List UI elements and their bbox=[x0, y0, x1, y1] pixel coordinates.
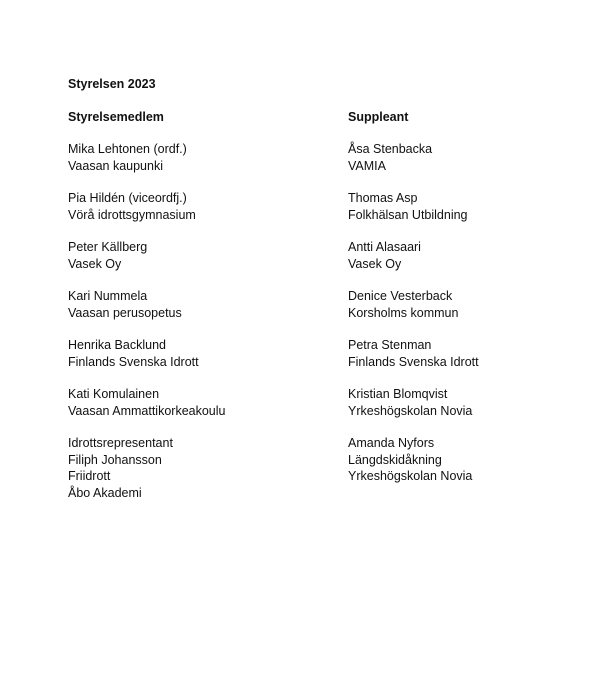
deputies-column bbox=[348, 109, 568, 517]
board-member-entry-line: Vaasan perusopetus bbox=[68, 305, 182, 320]
deputies-list bbox=[348, 141, 568, 485]
deputy-entry-line: Längdskidåkning bbox=[348, 452, 442, 467]
board-member-entry-line: Pia Hildén (viceordfj.) bbox=[68, 191, 187, 205]
board-member-entry bbox=[68, 141, 348, 174]
board-members-list bbox=[68, 141, 348, 501]
board-member-entry bbox=[68, 239, 348, 272]
deputy-entry-line: Yrkeshögskolan Novia bbox=[348, 469, 473, 483]
board-member-entry bbox=[68, 190, 348, 223]
deputy-entry bbox=[348, 337, 568, 370]
board-member-entry-line: Vörå idrottsgymnasium bbox=[68, 207, 196, 222]
deputy-entry-line: Finlands Svenska Idrott bbox=[348, 354, 479, 369]
deputy-entry-line: Amanda Nyfors bbox=[348, 436, 435, 450]
deputy-entry-line: Petra Stenman bbox=[348, 338, 432, 352]
deputy-entry-line: Folkhälsan Utbildning bbox=[348, 207, 468, 222]
board-member-entry-line: Vasek Oy bbox=[68, 256, 122, 271]
page-title: Styrelsen 2023 bbox=[68, 77, 156, 91]
board-member-entry-line: Vaasan kaupunki bbox=[68, 158, 163, 173]
deputy-entry bbox=[348, 386, 568, 419]
board-member-entry-line: Henrika Backlund bbox=[68, 338, 166, 352]
board-member-entry-line: Peter Källberg bbox=[68, 240, 148, 254]
board-members-column bbox=[68, 109, 348, 517]
board-member-entry-line: Kari Nummela bbox=[68, 289, 148, 303]
board-members-header: Styrelsemedlem bbox=[68, 110, 164, 124]
deputy-entry bbox=[348, 190, 568, 223]
deputies-header: Suppleant bbox=[348, 110, 409, 124]
deputy-entry-line: Denice Vesterback bbox=[348, 289, 453, 303]
deputy-entry bbox=[348, 141, 568, 174]
board-member-entry-line: Mika Lehtonen (ordf.) bbox=[68, 142, 187, 156]
board-columns bbox=[68, 109, 568, 517]
document-page bbox=[68, 76, 568, 517]
deputy-entry-line: Korsholms kommun bbox=[348, 305, 459, 320]
deputy-entry-line: Yrkeshögskolan Novia bbox=[348, 403, 473, 418]
board-member-entry-line: Finlands Svenska Idrott bbox=[68, 354, 199, 369]
deputy-entry-line: Kristian Blomqvist bbox=[348, 387, 448, 401]
deputy-entry-line: Vasek Oy bbox=[348, 256, 402, 271]
board-member-entry-line: Friidrott bbox=[68, 469, 111, 483]
board-member-entry-line: Åbo Akademi bbox=[68, 485, 142, 500]
deputy-entry bbox=[348, 435, 568, 485]
board-member-entry bbox=[68, 386, 348, 419]
board-member-entry-line: Idrottsrepresentant bbox=[68, 436, 173, 450]
deputy-entry-line: Antti Alasaari bbox=[348, 240, 421, 254]
board-member-entry bbox=[68, 337, 348, 370]
deputy-entry bbox=[348, 239, 568, 272]
deputy-entry-line: VAMIA bbox=[348, 158, 386, 173]
board-member-entry bbox=[68, 435, 348, 501]
board-member-entry-line: Filiph Johansson bbox=[68, 452, 162, 467]
deputy-entry bbox=[348, 288, 568, 321]
board-member-entry-line: Vaasan Ammattikorkeakoulu bbox=[68, 403, 226, 418]
deputy-entry-line: Åsa Stenbacka bbox=[348, 142, 433, 156]
board-member-entry bbox=[68, 288, 348, 321]
board-member-entry-line: Kati Komulainen bbox=[68, 387, 160, 401]
deputy-entry-line: Thomas Asp bbox=[348, 191, 418, 205]
